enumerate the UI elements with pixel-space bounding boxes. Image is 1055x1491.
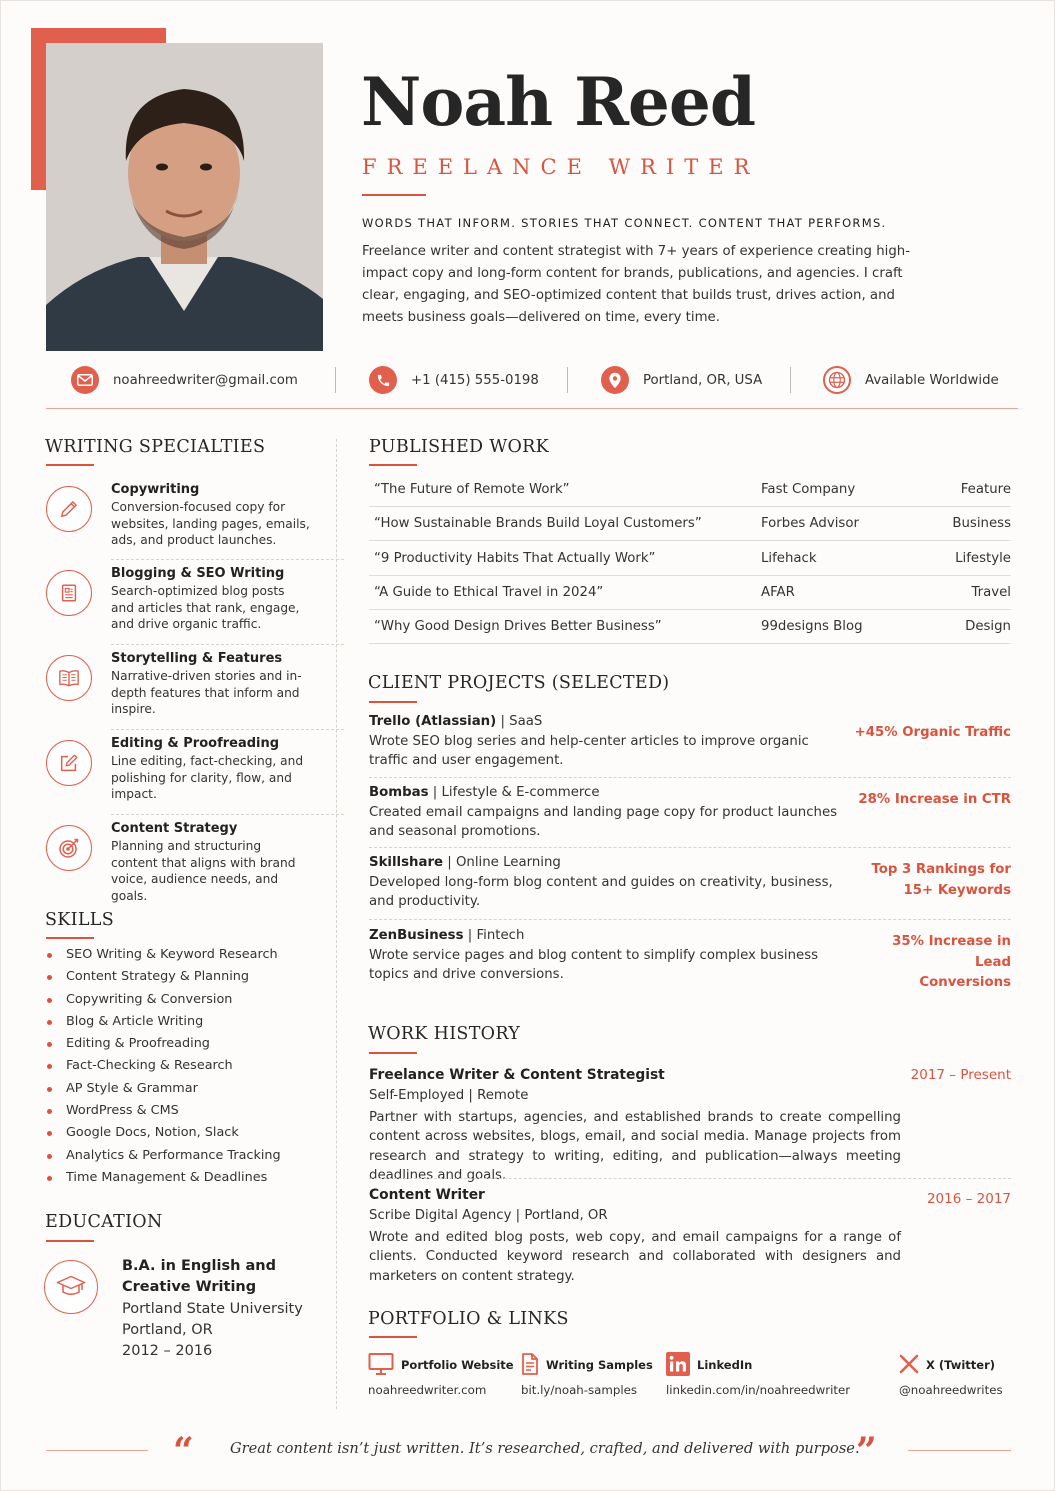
- education-details: [122, 1256, 303, 1362]
- divider: [369, 847, 1011, 848]
- divider: [111, 559, 344, 560]
- contact-divider: [790, 367, 791, 393]
- skill-item: SEO Writing & Keyword Research: [46, 947, 281, 969]
- target-icon: [46, 825, 92, 871]
- link-head: [666, 1351, 850, 1379]
- article-icon: [46, 570, 92, 616]
- job-role: FREELANCE WRITER: [362, 155, 760, 179]
- project-metric: 35% Increase in Lead Conversions: [892, 934, 1011, 990]
- pub-outlet: Forbes Advisor: [761, 516, 859, 531]
- mail-icon: [71, 366, 99, 394]
- specialty-title: Copywriting: [111, 482, 200, 497]
- skill-item: Fact-Checking & Research: [46, 1058, 281, 1080]
- table-row: [369, 610, 1011, 644]
- skills-list: [46, 947, 281, 1192]
- pub-category: Lifestyle: [955, 551, 1011, 566]
- tagline: WORDS THAT INFORM. STORIES THAT CONNECT. CONTENT THAT PERFORMS.: [362, 216, 887, 230]
- skill-item: AP Style & Grammar: [46, 1081, 281, 1103]
- skill-item: WordPress & CMS: [46, 1103, 281, 1125]
- project-desc: Wrote SEO blog series and help-center articles to improve organic traffic and user engagement.: [369, 734, 809, 768]
- table-row: [369, 507, 1011, 541]
- table-row: [369, 542, 1011, 576]
- pub-category: Travel: [971, 585, 1011, 600]
- link-linkedin[interactable]: [666, 1351, 850, 1397]
- link-url[interactable]: bit.ly/noah-samples: [521, 1383, 638, 1397]
- project-separator: |: [496, 714, 510, 729]
- skills-title: SKILLS: [45, 910, 115, 930]
- open-quote-icon: “: [173, 1430, 194, 1472]
- link-portfolio[interactable]: [368, 1351, 514, 1397]
- section-rule: [46, 1240, 94, 1242]
- published-title: PUBLISHED WORK: [369, 437, 550, 457]
- summary: Freelance writer and content strategist with 7+ years of experience creating high-impact copy and long-form content for brands, publications, and agencies. I craft clear, engaging, and SEO-optimized content that builds trust, drives action, and meets business goals—delivered on time, every time.: [362, 244, 911, 325]
- link-samples[interactable]: [521, 1351, 653, 1397]
- profile-photo: [46, 43, 323, 351]
- contact-phone[interactable]: [369, 366, 539, 394]
- specialty-desc: Search-optimized blog posts and articles that rank, engage, and drive organic traffic.: [111, 584, 300, 632]
- contact-rule: [46, 408, 1018, 409]
- divider: [111, 644, 344, 645]
- specialty-desc: Planning and structuring content that aligns with brand voice, audience needs, and goals.: [111, 839, 296, 904]
- availability-text: Available Worldwide: [865, 372, 999, 388]
- job-desc: Wrote and edited blog posts, web copy, and email campaigns for a range of clients. Conducted keyword research and collaborated with designers and marketers on content strategy.: [369, 1230, 901, 1284]
- specialty-title: Editing & Proofreading: [111, 736, 280, 751]
- project-desc: Developed long-form blog content and guides on creativity, business, and productivity.: [369, 875, 833, 909]
- divider: [111, 814, 344, 815]
- project-separator: |: [463, 928, 477, 943]
- section-rule: [369, 1336, 417, 1338]
- specialty-desc: Line editing, fact-checking, and polishing for clarity, flow, and impact.: [111, 754, 304, 802]
- job-title: Content Writer: [369, 1187, 485, 1203]
- pencil-icon: [46, 486, 92, 532]
- pub-category: Feature: [960, 482, 1011, 497]
- job-employer: Self-Employed | Remote: [369, 1088, 529, 1103]
- job-dates: 2016 – 2017: [926, 1191, 1011, 1207]
- link-label: Portfolio Website: [401, 1358, 514, 1372]
- table-row: [369, 576, 1011, 610]
- divider: [369, 919, 1011, 920]
- email-text: noahreedwriter@gmail.com: [113, 372, 298, 388]
- role-underline: [362, 194, 426, 196]
- education-title: EDUCATION: [45, 1212, 163, 1232]
- skill-item: Blog & Article Writing: [46, 1014, 281, 1036]
- contact-email[interactable]: [71, 366, 298, 394]
- link-label: Writing Samples: [546, 1358, 653, 1372]
- pub-category: Design: [965, 619, 1011, 634]
- section-rule: [369, 1052, 417, 1054]
- project-desc: Wrote service pages and blog content to simplify complex business topics and drive conversions.: [369, 948, 819, 982]
- project-sector: SaaS: [509, 714, 543, 729]
- section-rule: [46, 464, 94, 466]
- specialty-title: Blogging & SEO Writing: [111, 566, 285, 581]
- link-head: [521, 1351, 653, 1379]
- pub-category: Business: [952, 516, 1011, 531]
- portfolio-title: PORTFOLIO & LINKS: [368, 1309, 569, 1329]
- skill-item: Editing & Proofreading: [46, 1036, 281, 1058]
- pub-outlet: AFAR: [761, 585, 795, 600]
- education-degree: B.A. in English and Creative Writing: [122, 1258, 276, 1296]
- job-desc: Partner with startups, agencies, and established brands to create compelling content across websites, blogs, email, and social media. Manage projects from research and strategy to writing, editing, and publication—always meeting deadlines and goals.: [369, 1110, 901, 1183]
- divider: [369, 1178, 1011, 1179]
- document-icon: [521, 1352, 539, 1379]
- location-text: Portland, OR, USA: [643, 372, 763, 388]
- project-head: [369, 785, 600, 800]
- link-url[interactable]: noahreedwriter.com: [368, 1383, 487, 1397]
- contact-divider: [335, 367, 336, 393]
- project-client: ZenBusiness: [369, 928, 464, 943]
- column-divider: [336, 439, 337, 1409]
- specialties-title: WRITING SPECIALTIES: [45, 437, 266, 457]
- section-rule: [369, 464, 417, 466]
- link-head: [368, 1351, 514, 1379]
- project-separator: |: [428, 785, 442, 800]
- pub-outlet: Fast Company: [761, 482, 856, 497]
- book-icon: [46, 655, 92, 701]
- project-metric: 28% Increase in CTR: [858, 792, 1011, 807]
- pub-title: “How Sustainable Brands Build Loyal Customers”: [374, 516, 702, 531]
- section-rule: [369, 701, 417, 703]
- divider: [369, 777, 1011, 778]
- job-employer: Scribe Digital Agency | Portland, OR: [369, 1208, 608, 1223]
- quote-rule-right: [908, 1450, 1011, 1451]
- candidate-name: Noah Reed: [361, 63, 756, 141]
- project-desc: Created email campaigns and landing page copy for product launches and seasonal promotions.: [369, 805, 838, 839]
- contact-availability: [823, 366, 999, 394]
- globe-icon: [823, 366, 851, 394]
- pub-title: “The Future of Remote Work”: [374, 482, 570, 497]
- job-dates: 2017 – Present: [910, 1067, 1011, 1083]
- specialty-title: Storytelling & Features: [111, 651, 283, 666]
- specialty-title: Content Strategy: [111, 821, 238, 836]
- pub-title: “Why Good Design Drives Better Business”: [374, 619, 662, 634]
- education-location: Portland, OR: [122, 1321, 213, 1338]
- link-twitter[interactable]: [899, 1351, 1003, 1397]
- link-url[interactable]: linkedin.com/in/noahreedwriter: [666, 1383, 851, 1397]
- phone-icon: [369, 366, 397, 394]
- link-url[interactable]: @noahreedwrites: [899, 1383, 1003, 1397]
- project-metric: +45% Organic Traffic: [854, 725, 1011, 740]
- link-label: LinkedIn: [697, 1358, 753, 1372]
- project-client: Bombas: [369, 785, 429, 800]
- skill-item: Analytics & Performance Tracking: [46, 1148, 281, 1170]
- monitor-icon: [368, 1352, 394, 1379]
- location-pin-icon: [601, 366, 629, 394]
- quote-rule-left: [46, 1450, 148, 1451]
- skill-item: Content Strategy & Planning: [46, 969, 281, 991]
- skill-item: Google Docs, Notion, Slack: [46, 1125, 281, 1147]
- pub-outlet: 99designs Blog: [761, 619, 863, 634]
- project-client: Trello (Atlassian): [369, 714, 497, 729]
- skill-item: Copywriting & Conversion: [46, 992, 281, 1014]
- edit-icon: [46, 740, 92, 786]
- pub-outlet: Lifehack: [761, 551, 817, 566]
- project-separator: |: [443, 855, 456, 870]
- graduation-cap-icon: [44, 1260, 98, 1314]
- table-row: [369, 473, 1011, 507]
- project-sector: Fintech: [476, 928, 525, 943]
- project-client: Skillshare: [369, 855, 444, 870]
- contact-bar: [46, 364, 1018, 398]
- project-head: [369, 928, 524, 943]
- job-title: Freelance Writer & Content Strategist: [369, 1067, 665, 1083]
- x-icon: [899, 1354, 919, 1377]
- skill-item: Time Management & Deadlines: [46, 1170, 281, 1192]
- project-head: [369, 714, 542, 729]
- linkedin-icon: [666, 1352, 690, 1379]
- project-metric: Top 3 Rankings for 15+ Keywords: [871, 862, 1011, 898]
- specialty-desc: Narrative-driven stories and in-depth features that inform and inspire.: [111, 669, 302, 717]
- divider: [111, 729, 344, 730]
- footer-quote: Great content isn’t just written. It’s researched, crafted, and delivered with purpose.: [230, 1440, 860, 1457]
- link-label: X (Twitter): [926, 1358, 995, 1372]
- link-head: [899, 1351, 1003, 1379]
- project-head: [369, 855, 561, 870]
- phone-text: +1 (415) 555-0198: [411, 372, 539, 388]
- pub-title: “A Guide to Ethical Travel in 2024”: [374, 585, 604, 600]
- education-years: 2012 – 2016: [122, 1343, 213, 1360]
- close-quote-icon: ”: [856, 1430, 877, 1472]
- education-school: Portland State University: [122, 1300, 303, 1317]
- project-sector: Online Learning: [455, 855, 561, 870]
- section-rule: [46, 937, 94, 939]
- projects-title: CLIENT PROJECTS (SELECTED): [368, 673, 670, 693]
- portrait-illustration: [46, 43, 323, 351]
- contact-divider: [567, 367, 568, 393]
- contact-location: [601, 366, 762, 394]
- specialty-desc: Conversion-focused copy for websites, landing pages, emails, ads, and product launches.: [111, 500, 310, 548]
- work-title: WORK HISTORY: [368, 1024, 521, 1044]
- pub-title: “9 Productivity Habits That Actually Work”: [374, 551, 656, 566]
- project-sector: Lifestyle & E-commerce: [441, 785, 600, 800]
